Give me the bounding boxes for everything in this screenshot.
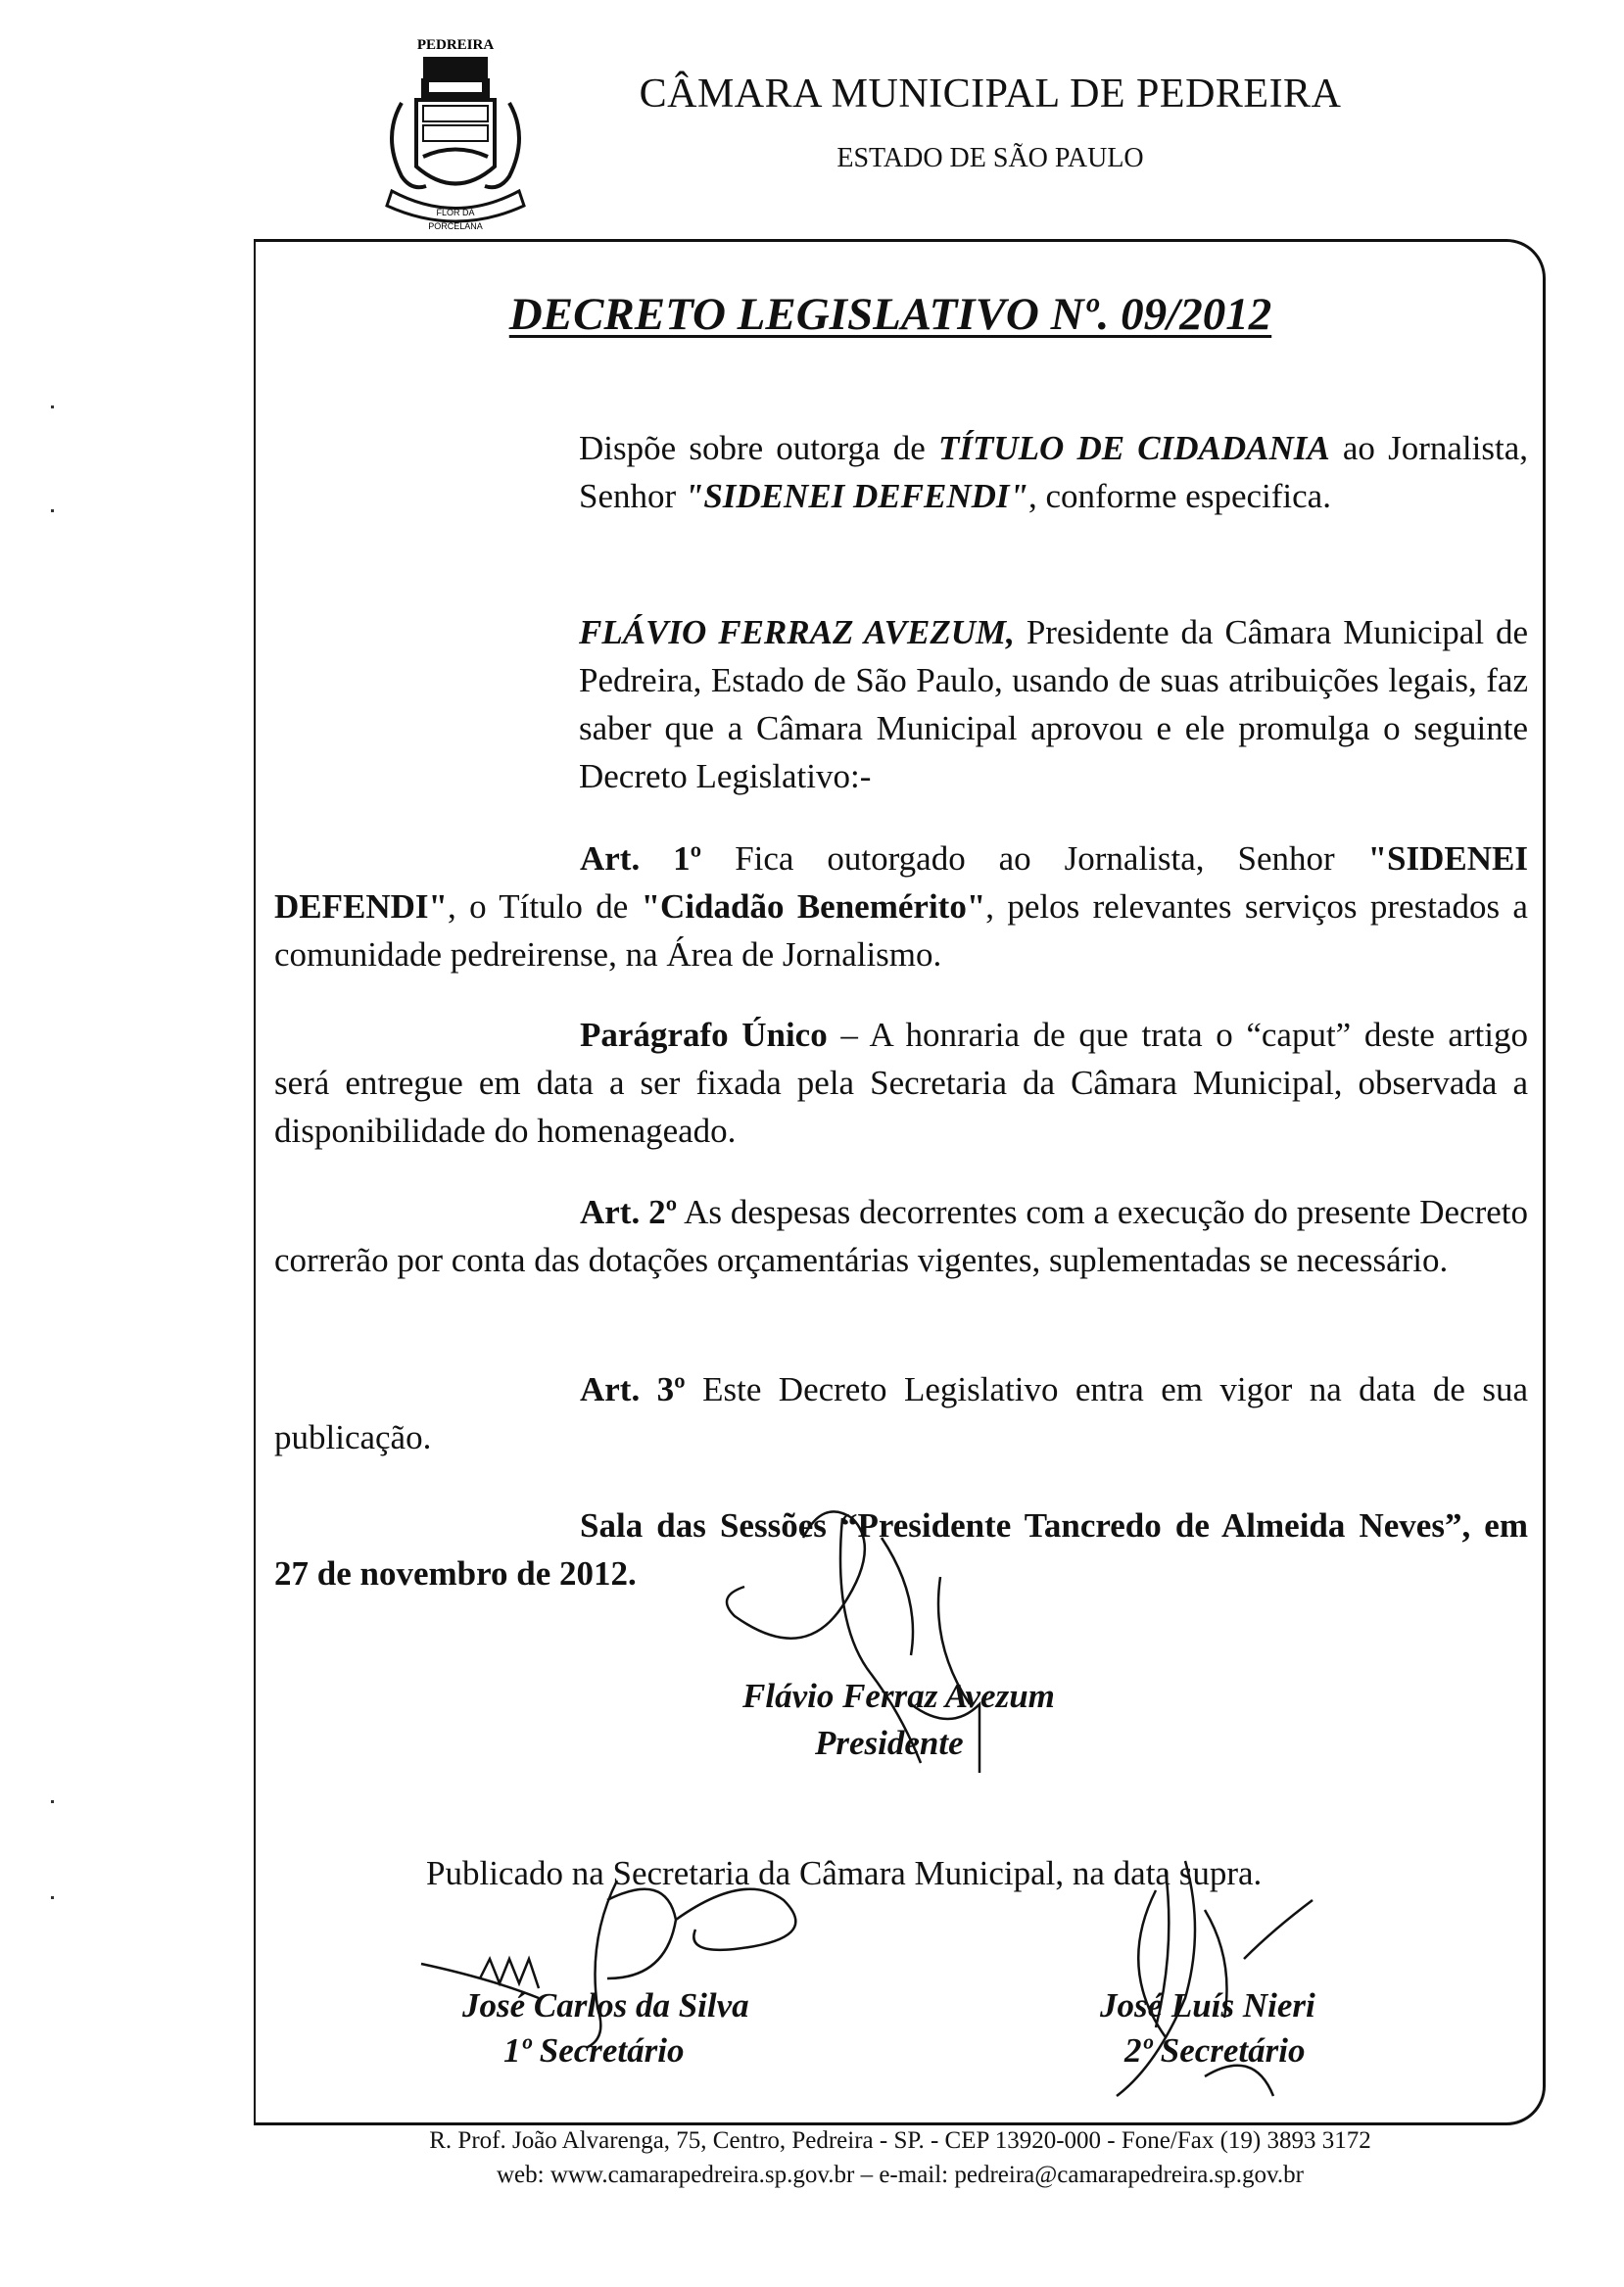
article-1 <box>274 834 1528 978</box>
ementa-text: Dispõe sobre outorga de <box>579 429 938 467</box>
scan-speck <box>51 1896 54 1899</box>
decree-title: DECRETO LEGISLATIVO Nº. 09/2012 <box>508 289 1272 340</box>
footer-web-email: web: www.camarapedreira.sp.gov.br – e-mail: pedreira@camarapedreira.sp.gov.br <box>496 2162 1305 2188</box>
ementa <box>579 424 1528 520</box>
ementa-title-term: TÍTULO DE CIDADANIA <box>937 429 1330 467</box>
paragraph-label: Parágrafo Único <box>580 1016 828 1054</box>
secretary-2-role: 2º Secretário <box>1124 2031 1306 2070</box>
article-label: Art. 2º <box>580 1193 678 1231</box>
article-text: , pelos relevantes serviços prestados a comunidade pedreirense, na Área de Jornalismo. <box>274 887 1528 974</box>
title-name: "Cidadão Benemérito" <box>641 887 986 926</box>
scan-speck <box>51 1800 54 1803</box>
article-text: Este Decreto Legislativo entra em vigor na data de sua publicação. <box>274 1370 1528 1456</box>
article-label: Art. 1º <box>580 839 702 878</box>
ementa-text: ao Jornalista, Senhor <box>579 429 1528 515</box>
secretary-1-name: José Carlos da Silva <box>462 1986 749 2025</box>
footer-address: R. Prof. João Alvarenga, 75, Centro, Pedreira - SP. - CEP 13920-000 - Fone/Fax (19) 3893 3172 <box>429 2127 1371 2154</box>
sole-paragraph <box>274 1011 1528 1155</box>
svg-text:PEDREIRA: PEDREIRA <box>416 37 495 53</box>
ementa-honoree: "SIDENEI DEFENDI" <box>684 477 1028 515</box>
article-3 <box>274 1365 1528 1461</box>
scan-speck <box>51 509 54 512</box>
president-role: Presidente <box>815 1724 964 1762</box>
scan-speck <box>51 405 54 408</box>
paragraph-text: – A honraria de que trata o “caput” deste artigo será entregue em data a ser fixada pela Secretaria da Câmara Municipal, observada a disponibilidade do homenageado. <box>274 1016 1528 1150</box>
article-text: Fica outorgado ao Jornalista, Senhor <box>701 839 1368 878</box>
secretary-1-role: 1º Secretário <box>503 2031 685 2070</box>
honoree-name: "SIDENEI DEFENDI" <box>274 839 1528 926</box>
svg-text:FLOR DA: FLOR DA <box>436 208 475 217</box>
article-text: As despesas decorrentes com a execução do presente Decreto correrão por conta das dotações orçamentárias vigentes, suplementadas se necessário. <box>274 1193 1528 1279</box>
preamble-president-name: FLÁVIO FERRAZ AVEZUM, <box>579 613 1015 651</box>
coat-of-arms-logo <box>372 29 539 240</box>
institution-title: CÂMARA MUNICIPAL DE PEDREIRA <box>639 71 1342 117</box>
preamble <box>579 608 1528 800</box>
article-2 <box>274 1188 1528 1284</box>
preamble-text: Presidente da Câmara Municipal de Pedreira, Estado de São Paulo, usando de suas atribuições legais, faz saber que a Câmara Municipal aprovou e ele promulga o seguinte Decreto Legislativo:- <box>579 613 1529 795</box>
secretary-1-signature <box>411 1861 872 2057</box>
session-hall-date: Sala das Sessões “Presidente Tancredo de Almeida Neves”, em 27 de novembro de 2012. <box>274 1506 1528 1593</box>
svg-text:PORCELANA: PORCELANA <box>428 221 483 231</box>
ementa-text: , conforme especifica. <box>1027 477 1331 515</box>
president-name: Flávio Ferraz Avezum <box>742 1677 1055 1715</box>
secretary-2-name: José Luís Nieri <box>1100 1986 1315 2025</box>
institution-subtitle: ESTADO DE SÃO PAULO <box>836 143 1144 173</box>
article-label: Art. 3º <box>580 1370 686 1408</box>
publication-note: Publicado na Secretaria da Câmara Municipal, na data supra. <box>426 1854 1263 1892</box>
article-text: , o Título de <box>447 887 642 926</box>
document-frame <box>254 239 1546 2125</box>
